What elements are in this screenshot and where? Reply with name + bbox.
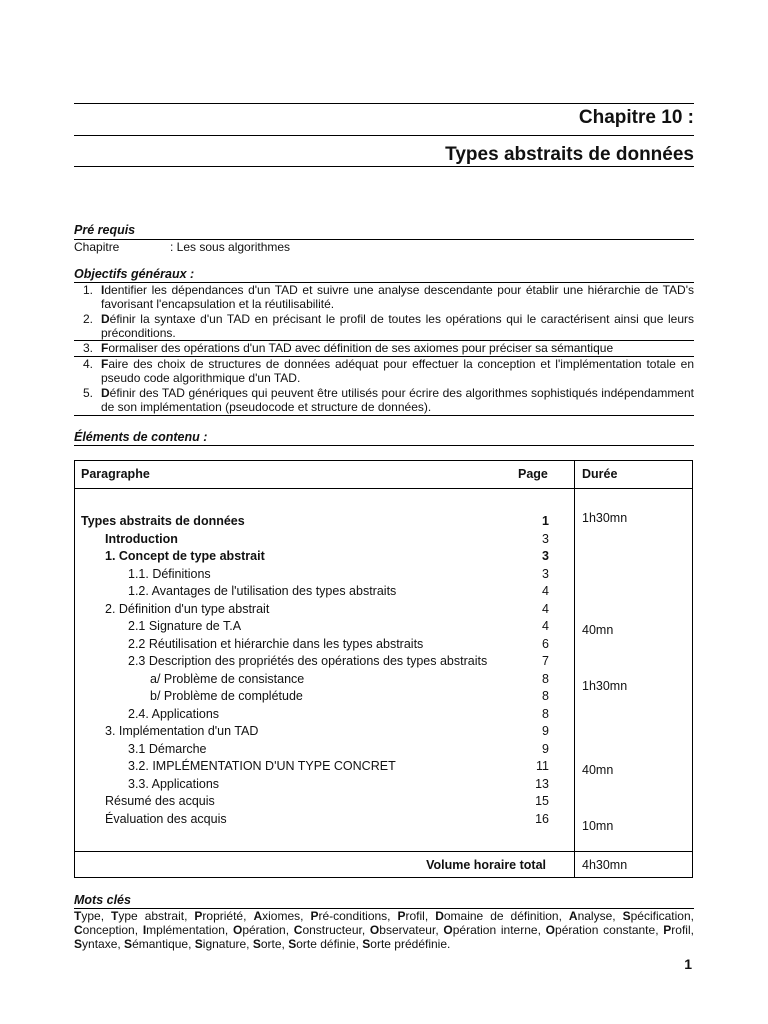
objective-text: Formaliser des opérations d'un TAD avec définition de ses axiomes pour préciser sa sémantique	[101, 341, 614, 355]
chapter-number: Chapitre 10 :	[578, 107, 694, 128]
row-label: Évaluation des acquis	[105, 811, 227, 826]
contenu-rule	[74, 445, 694, 446]
prerequis-value: : Les sous algorithmes	[170, 240, 291, 254]
prerequis-heading: Pré requis	[74, 223, 136, 237]
row-page: 3	[542, 549, 549, 563]
table-row	[75, 723, 575, 740]
row-page: 9	[542, 724, 549, 738]
chapter-title: Types abstraits de données	[445, 144, 694, 165]
row-label: Types abstraits de données	[81, 514, 245, 528]
row-page: 16	[535, 811, 549, 826]
table-row	[75, 811, 575, 828]
objective-text: Définir la syntaxe d'un TAD en précisant le profil de toutes les opérations qui le caractérisent ainsi que leurs préconditions.	[101, 312, 694, 340]
keywords-text: Type, Type abstrait, Propriété, Axiomes, Pré-conditions, Profil, Domaine de définition, Analyse, Spécification, Conception, Implémentation, Opération, Constructeur, Observateur, Opération interne, Opération constante, Profil, Syntaxe, Sémantique, Signature, Sorte, Sorte définie, Sorte prédéfinie.	[74, 909, 694, 951]
table-row	[75, 548, 575, 565]
table-row	[75, 653, 575, 670]
row-page: 7	[542, 654, 549, 668]
objective-item	[74, 386, 694, 414]
objective-item	[74, 283, 694, 311]
row-page: 8	[542, 689, 549, 703]
objective-rule	[74, 340, 694, 341]
row-label: 2.2 Réutilisation et hiérarchie dans les types abstraits	[128, 636, 424, 651]
objective-number: 3.	[82, 341, 93, 355]
objective-item	[74, 341, 694, 355]
table-row	[75, 776, 575, 793]
row-label: b/ Problème de complétude	[150, 689, 303, 703]
row-page: 9	[542, 741, 549, 756]
table-row	[75, 531, 575, 548]
prerequis-rule	[74, 239, 694, 240]
row-page: 6	[542, 636, 549, 651]
total-value: 4h30mn	[582, 858, 628, 872]
table-total-rule	[75, 851, 692, 852]
objective-number: 2.	[82, 312, 93, 326]
objective-number: 4.	[82, 357, 93, 371]
col-duree: Durée	[582, 467, 618, 481]
row-label: 2. Définition d'un type abstrait	[105, 601, 270, 616]
col-paragraphe: Paragraphe	[81, 467, 150, 481]
row-label: Résumé des acquis	[105, 794, 215, 808]
row-label: 1.2. Avantages de l'utilisation des types abstraits	[128, 584, 397, 598]
objective-number: 5.	[82, 386, 93, 400]
objective-rule	[74, 356, 694, 357]
row-page: 15	[535, 794, 549, 808]
row-page: 8	[542, 706, 549, 721]
objective-rule	[74, 415, 694, 416]
chapter-rule	[74, 135, 694, 136]
top-rule	[74, 103, 694, 104]
duration-value: 40mn	[582, 623, 614, 637]
contents-table	[74, 460, 693, 878]
duration-value: 1h30mn	[582, 511, 628, 525]
table-row	[75, 688, 575, 705]
row-label: 3.3. Applications	[128, 776, 220, 791]
row-label: 2.1 Signature de T.A	[128, 619, 242, 633]
objective-item	[74, 312, 694, 340]
row-page: 11	[536, 759, 549, 773]
duration-value: 1h30mn	[582, 679, 628, 693]
row-page: 3	[542, 531, 549, 546]
row-label: 2.4. Applications	[128, 706, 220, 721]
table-row	[75, 706, 575, 723]
row-label: Introduction	[105, 531, 178, 546]
row-label: 3.1 Démarche	[128, 741, 207, 756]
table-row	[75, 618, 575, 635]
table-row	[75, 636, 575, 653]
motscles-heading: Mots clés	[74, 893, 131, 907]
table-row	[75, 758, 575, 775]
row-label: a/ Problème de consistance	[150, 671, 305, 686]
row-page: 3	[542, 566, 549, 581]
row-label: 3. Implémentation d'un TAD	[105, 724, 259, 738]
objective-text: Définir des TAD génériques qui peuvent être utilisés pour écrire des algorithmes sophistiqués indépendamment de son implémentation (pseudocode et structure de données).	[101, 386, 694, 414]
objective-text: Identifier les dépendances d'un TAD et suivre une analyse descendante pour établir une hiérarchie de TAD's favorisant l'encapsulation et la réutilisabilité.	[101, 283, 694, 311]
objective-number: 1.	[82, 283, 93, 297]
table-row	[75, 671, 575, 688]
prerequis-label: Chapitre	[74, 240, 120, 254]
table-row	[75, 601, 575, 618]
duration-value: 40mn	[582, 763, 614, 777]
table-row	[75, 566, 575, 583]
objectifs-heading: Objectifs généraux :	[74, 267, 195, 281]
contenu-heading: Éléments de contenu :	[74, 430, 208, 444]
table-row	[75, 741, 575, 758]
title-rule	[74, 166, 694, 167]
row-page: 4	[542, 619, 549, 633]
objective-text: Faire des choix de structures de données adéquat pour effectuer la conception et l'implémentation totale en pseudo code algorithmique d'un TAD.	[101, 357, 694, 385]
row-page: 4	[542, 601, 549, 616]
page-number: 1	[684, 956, 692, 972]
row-label: 1. Concept de type abstrait	[105, 549, 265, 563]
total-label: Volume horaire total	[426, 858, 546, 872]
table-row	[75, 793, 575, 810]
table-row	[75, 583, 575, 600]
row-page: 13	[535, 776, 549, 791]
row-label: 3.2. IMPLÉMENTATION D'UN TYPE CONCRET	[128, 759, 396, 773]
row-page: 1	[542, 514, 549, 528]
col-page: Page	[518, 467, 548, 481]
row-label: 2.3 Description des propriétés des opérations des types abstraits	[128, 654, 488, 668]
duration-value: 10mn	[582, 819, 614, 833]
table-header-rule	[75, 488, 692, 489]
row-page: 4	[542, 584, 549, 598]
table-row	[75, 513, 575, 530]
objective-item	[74, 357, 694, 385]
row-label: 1.1. Définitions	[128, 566, 211, 581]
row-page: 8	[542, 671, 549, 686]
